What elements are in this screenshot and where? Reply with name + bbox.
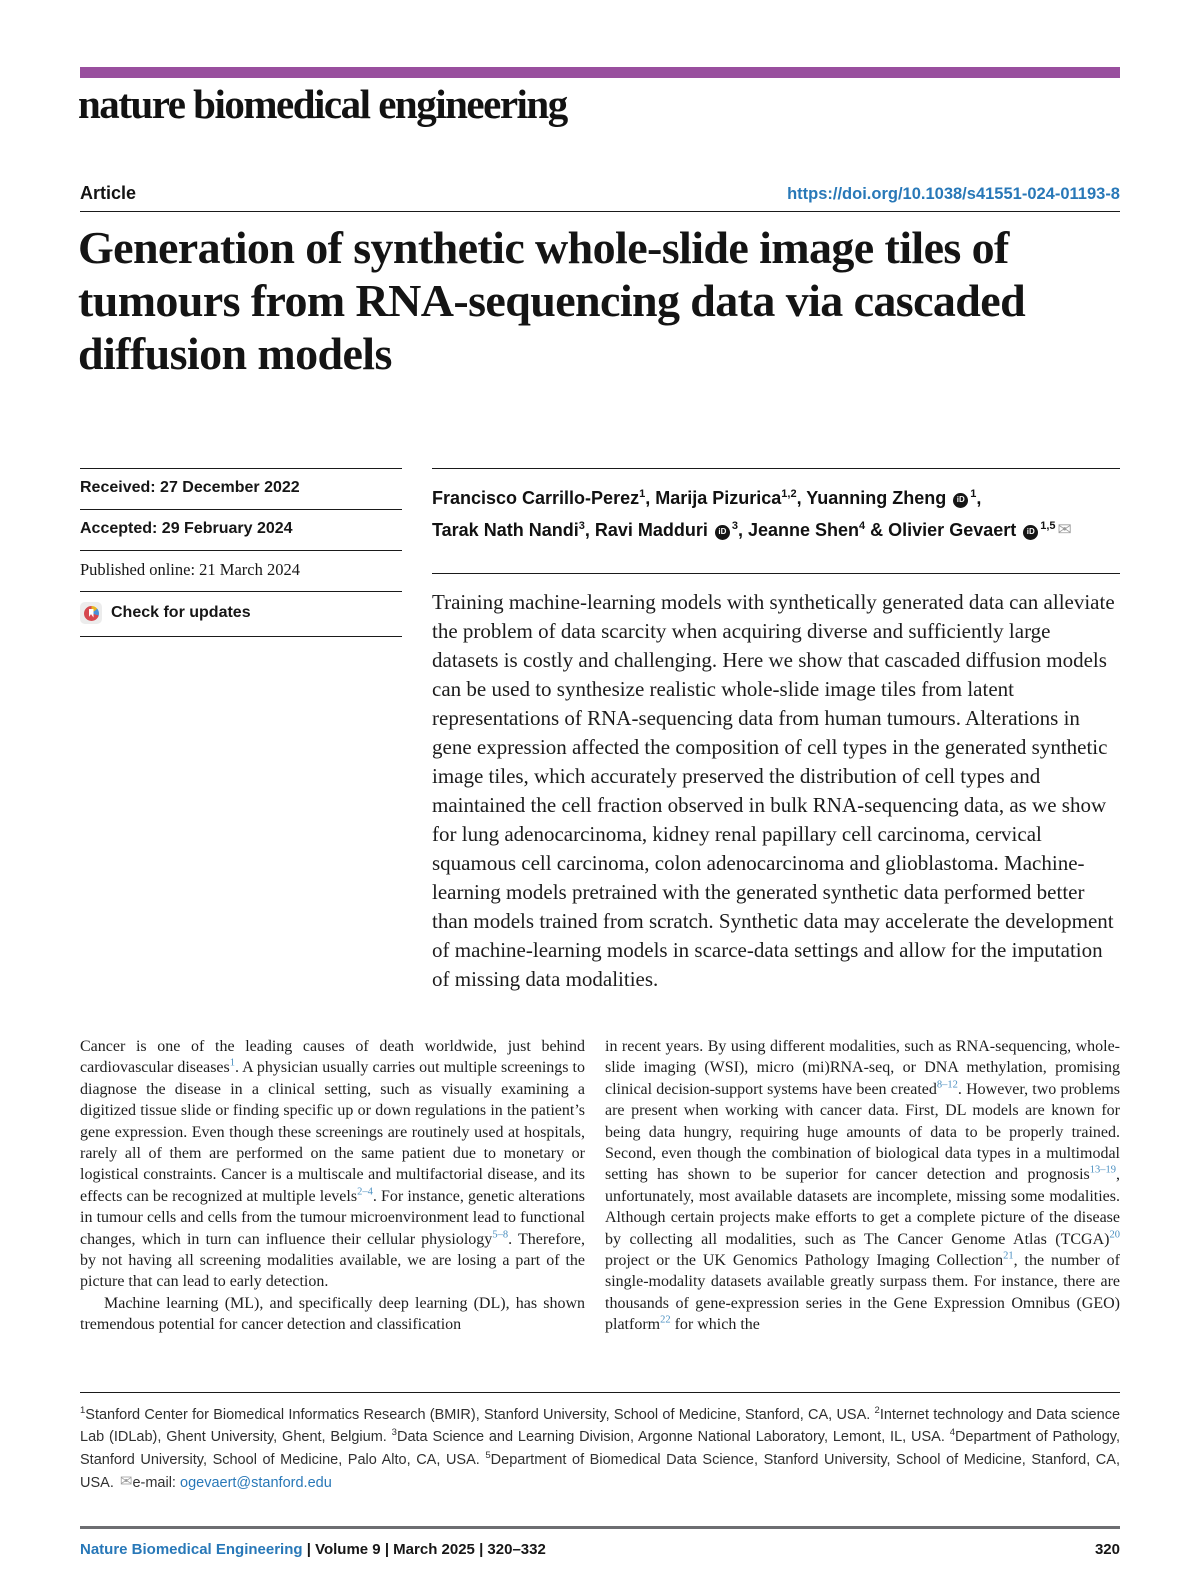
text-segment: . For instance, genetic alterations in tumour cells and cells from the tumour microenvironment lead to functional changes, which in turn can influence their cellular physiology — [80, 1187, 586, 1248]
orcid-icon: iD — [953, 493, 968, 508]
superscript: 1 — [639, 488, 646, 500]
reference-link[interactable]: 13–19 — [1089, 1165, 1116, 1177]
superscript: 4 — [859, 520, 866, 532]
body-column-left — [80, 1036, 585, 1336]
author-list — [432, 468, 1120, 573]
paragraph — [80, 1036, 585, 1293]
superscript: 5 — [485, 1449, 491, 1461]
abstract-text: Training machine-learning models with synthetically generated data can alleviate the problem of data scarcity when acquiring diverse and sufficiently large datasets is costly and challenging. Here we show that cascaded diffusion models can be used to synthesize realistic whole-slide image tiles from latent representations of RNA-sequencing data from human tumours. Alterations in gene expression affected the composition of cell types in the generated synthetic image tiles, which accurately preserved the distribution of cell types and maintained the cell fraction observed in bulk RNA-sequencing data, as we show for lung adenocarcinoma, kidney renal papillary cell carcinoma, cervical squamous cell carcinoma, colon adenocarcinoma and glioblastoma. Machine-learning models pretrained with the generated synthetic data performed better than models trained from scratch. Synthetic data may accelerate the development of machine-learning models in scarce-data settings and allow for the imputation of missing data modalities. — [432, 573, 1120, 994]
published-date: Published online: 21 March 2024 — [80, 550, 402, 591]
text-segment: & Olivier Gevaert — [865, 520, 1022, 540]
body-column-right — [605, 1036, 1120, 1336]
text-segment: Francisco Carrillo-Perez — [432, 488, 640, 508]
reference-link[interactable]: 2–4 — [357, 1186, 373, 1198]
text-segment: . Therefore, by not having all screening modalities available, we are losing a part of the picture that can lead to early detection. — [80, 1230, 586, 1291]
check-for-updates-label: Check for updates — [111, 604, 251, 621]
text-segment: in recent years. By using different modalities, such as RNA-sequencing, whole-slide imaging (WSI), micro (mi)RNA-seq, or DNA methylation, promising clinical decision-support systems have been created — [605, 1038, 1120, 1098]
text-segment: . A physician usually carries out multiple screenings to diagnose the disease in a clinical setting, such as visually examining a digitized tissue slide or finding specific up or down regulations in the patient’s gene expression. Even though these screenings are routinely used at hospitals, rarely all of them are performed on the same patient due to monetary or logistical constraints. Cancer is a multiscale and multifactorial disease, and its effects can be recognized at multiple levels — [80, 1059, 585, 1205]
journal-brand-bar — [80, 67, 1120, 78]
body-text — [80, 1036, 1120, 1336]
paragraph — [605, 1036, 1120, 1336]
text-segment: . However, two problems are present when working with cancer data. First, DL models are known for being data hungry, requiring huge amounts of data to be properly trained. Second, even though the combination of biological data types in a multimodal setting has shown to be superior for cancer detection and prognosis — [605, 1080, 1120, 1184]
text-segment: , the number of single-modality datasets available greatly surpass them. For instance, there are thousands of gene-expression series in the Gene Expression Omnibus (GEO) platform — [605, 1252, 1120, 1334]
superscript: 2 — [874, 1405, 880, 1417]
text-segment: Tarak Nath Nandi — [432, 520, 579, 540]
affiliations-footnote — [80, 1392, 1120, 1495]
text-segment: e-mail: — [132, 1475, 180, 1492]
reference-link[interactable]: 22 — [660, 1314, 671, 1326]
text-segment: Department of Biomedical Data Science, Stanford University, School of Medicine, Stanford, CA, USA. — [80, 1451, 1120, 1492]
article-header — [80, 183, 1120, 204]
footer-journal-link[interactable]: Nature Biomedical Engineering — [80, 1541, 303, 1558]
text-segment: , Marija Pizurica — [645, 488, 782, 508]
superscript: 3 — [391, 1427, 397, 1439]
superscript: 1,2 — [781, 488, 797, 500]
envelope-icon: ✉ — [1057, 520, 1072, 539]
text-segment: , Ravi Madduri — [584, 520, 713, 540]
text-segment: , — [976, 488, 982, 508]
email-link[interactable]: ogevaert@stanford.edu — [180, 1475, 332, 1492]
reference-link[interactable]: 20 — [1109, 1229, 1120, 1241]
text-segment: , Jeanne Shen — [737, 520, 860, 540]
received-date: Received: 27 December 2022 — [80, 468, 402, 509]
text-segment: for which the — [670, 1316, 760, 1334]
accepted-date: Accepted: 29 February 2024 — [80, 509, 402, 550]
page-title: Generation of synthetic whole-slide image tiles of tumours from RNA-sequencing data via cascaded diffusion models — [78, 222, 1026, 379]
authors-abstract-column — [432, 468, 1120, 994]
text-segment: , unfortunately, most available datasets are incomplete, missing some modalities. Although certain projects make efforts to get a complete picture of the disease by collecting all modalities, such as The Cancer Genome Atlas (TCGA) — [605, 1166, 1120, 1248]
author-line-2 — [432, 512, 1120, 544]
text-segment: , Yuanning Zheng — [796, 488, 952, 508]
text-segment: Cancer is one of the leading causes of death worldwide, just behind cardiovascular diseases — [80, 1038, 585, 1077]
crossmark-icon — [80, 602, 102, 624]
text-segment: Stanford Center for Biomedical Informatics Research (BMIR), Stanford University, School of Medicine, Stanford, CA, USA. — [85, 1407, 875, 1423]
text-segment: Internet technology and Data science Lab (IDLab), Ghent University, Ghent, Belgium. — [80, 1407, 1121, 1446]
meta-section — [80, 468, 1120, 994]
reference-link[interactable]: 8–12 — [936, 1079, 958, 1091]
page-number: 320 — [1094, 1541, 1120, 1558]
paragraph — [80, 1293, 585, 1336]
orcid-icon: iD — [715, 525, 730, 540]
superscript: 1,5 — [1040, 520, 1056, 532]
text-segment: Department of Pathology, Stanford University, School of Medicine, Palo Alto, CA, USA. — [80, 1429, 1120, 1468]
text-segment: Data Science and Learning Division, Argonne National Laboratory, Lemont, IL, USA. — [396, 1429, 950, 1446]
orcid-icon: iD — [1023, 525, 1038, 540]
reference-link[interactable]: 21 — [1003, 1250, 1014, 1262]
reference-link[interactable]: 1 — [229, 1058, 235, 1070]
text-segment: project or the UK Genomics Pathology Imaging Collection — [605, 1252, 1004, 1270]
reference-link[interactable]: 5–8 — [492, 1229, 509, 1241]
doi-link[interactable]: https://doi.org/10.1038/s41551-024-01193-8 — [787, 185, 1120, 203]
text-segment: Machine learning (ML), and specifically deep learning (DL), has shown tremendous potential for cancer detection and classification — [80, 1294, 585, 1334]
superscript: 3 — [578, 520, 585, 532]
header-divider — [80, 211, 1120, 212]
author-line-1 — [432, 480, 1120, 512]
envelope-icon: ✉ — [119, 1473, 133, 1491]
dates-column — [80, 468, 402, 637]
footer-citation — [80, 1541, 546, 1558]
page-footer — [80, 1526, 1120, 1558]
superscript: 1 — [970, 488, 977, 500]
article-type-label: Article — [80, 183, 137, 203]
superscript: 4 — [949, 1427, 956, 1439]
footer-volume-info: | Volume 9 | March 2025 | 320–332 — [302, 1541, 546, 1558]
journal-logo: nature biomedical engineering — [78, 81, 567, 127]
superscript: 1 — [80, 1405, 86, 1417]
superscript: 3 — [731, 520, 738, 532]
check-for-updates-button[interactable] — [80, 591, 402, 636]
